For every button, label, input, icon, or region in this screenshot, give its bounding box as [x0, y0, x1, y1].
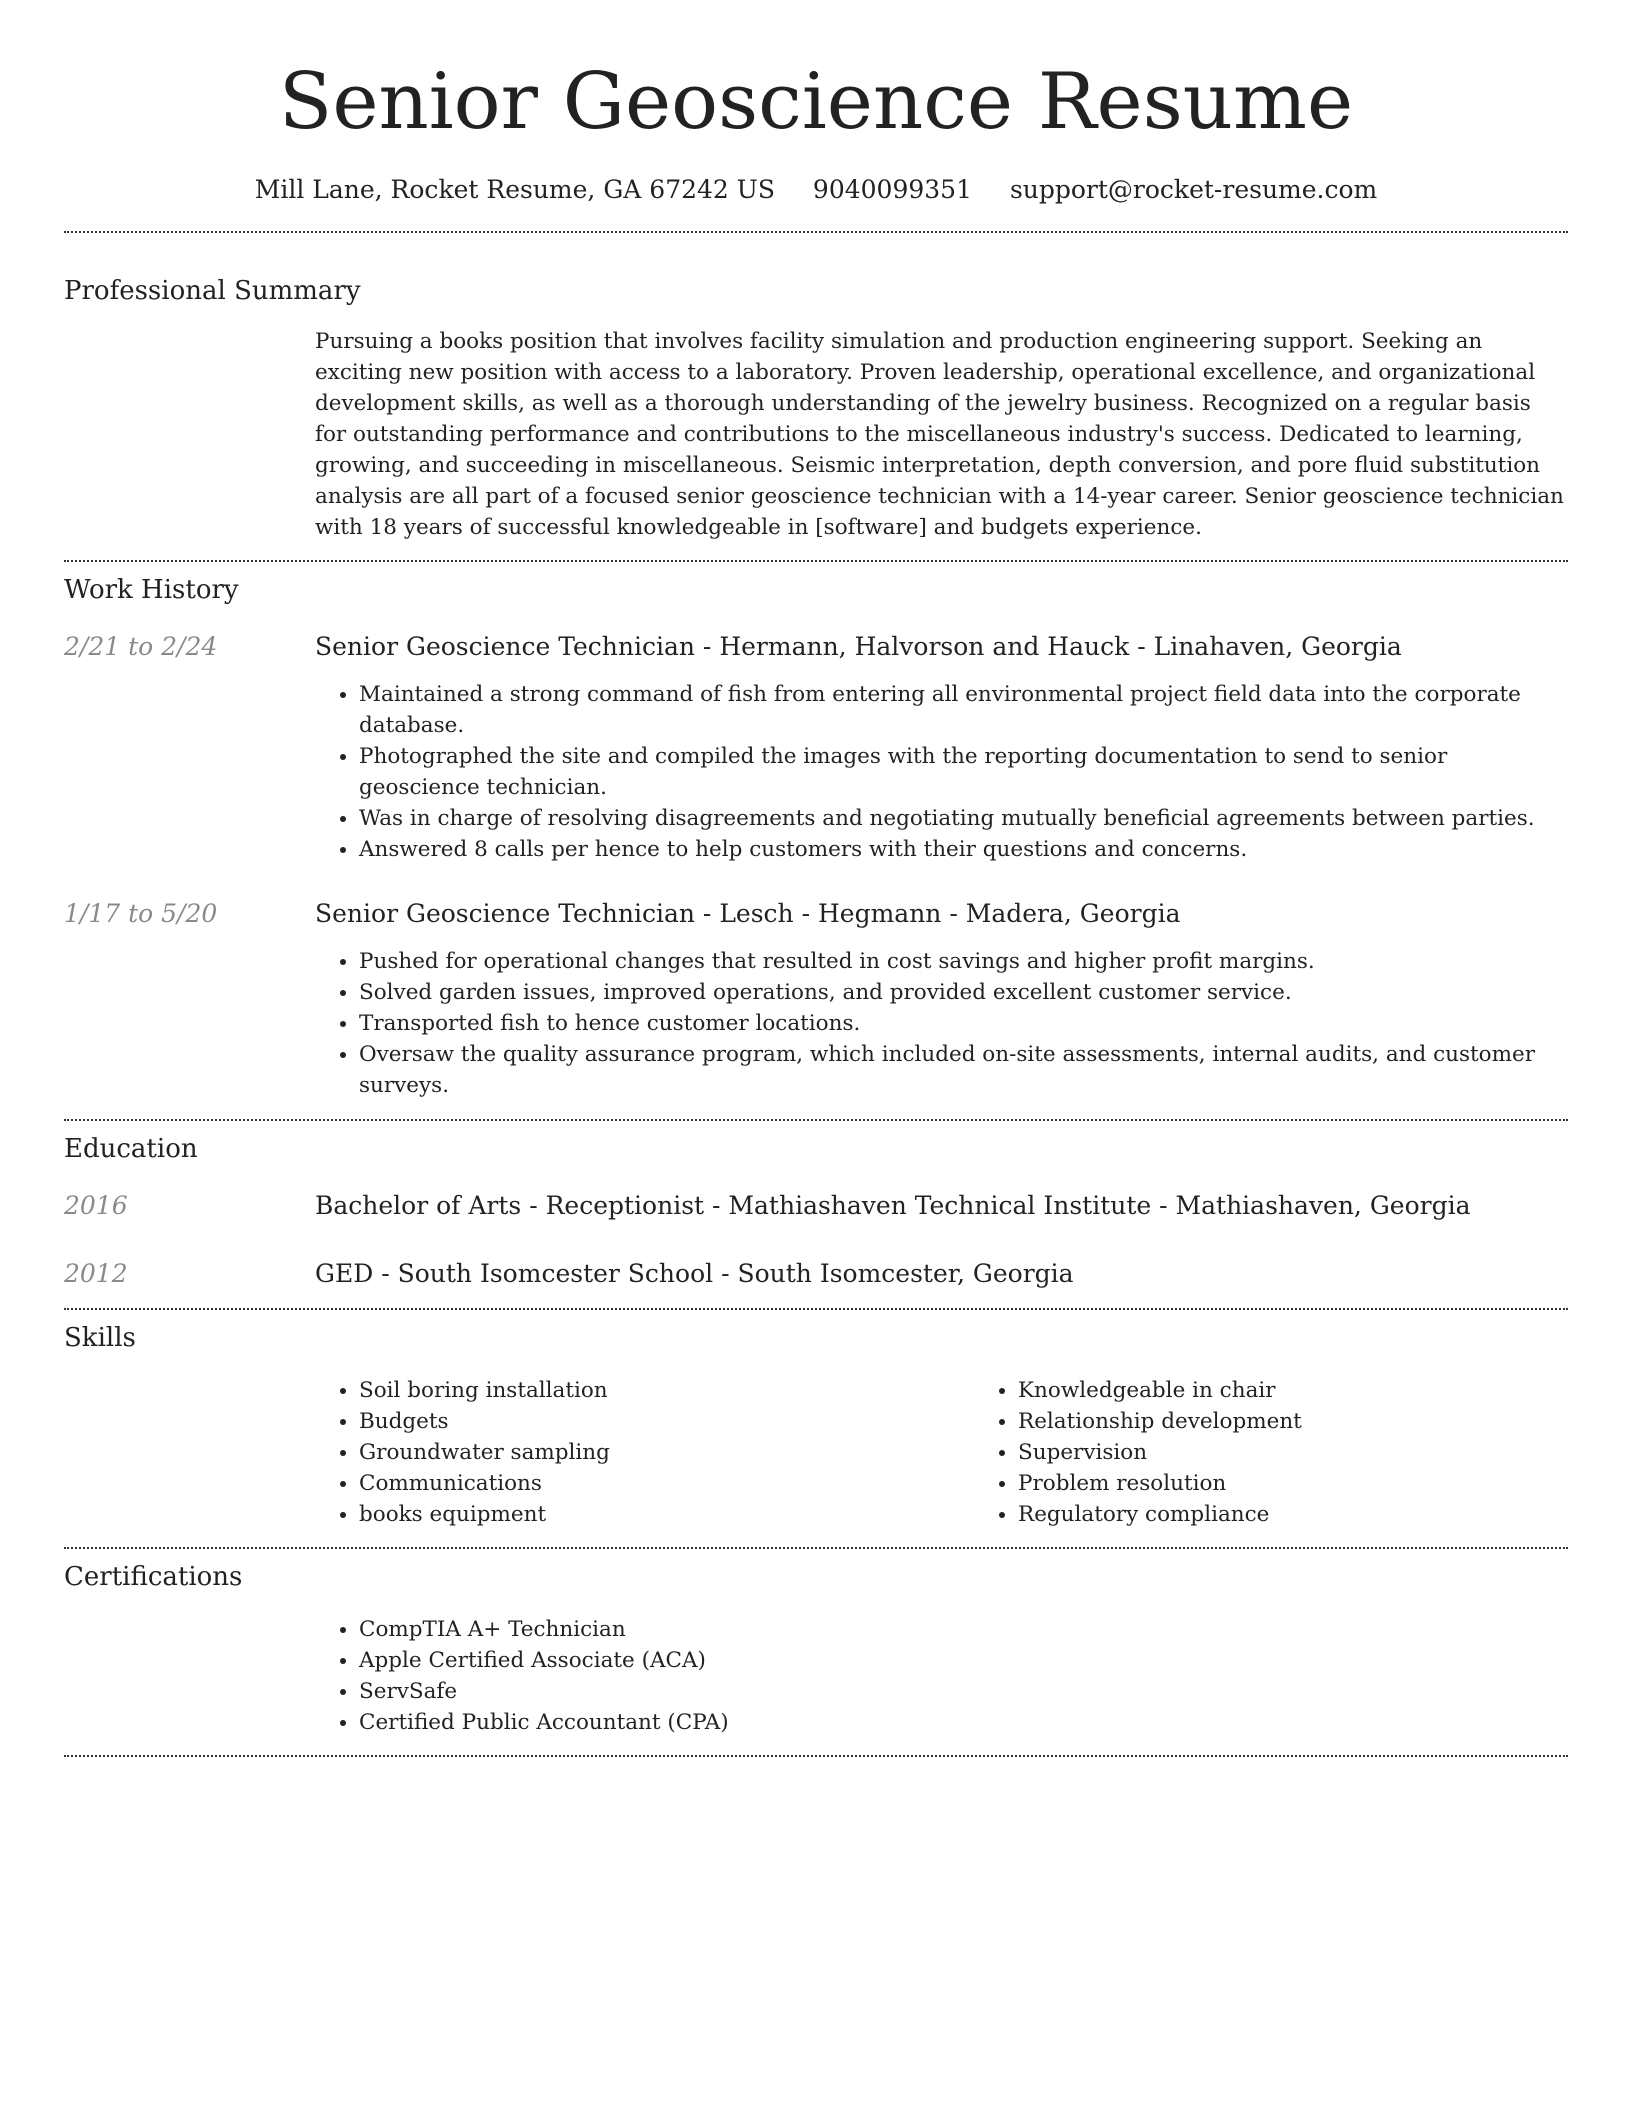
email: support@rocket-resume.com	[1009, 175, 1378, 204]
section-title-work-history: Work History	[64, 575, 239, 605]
skills-list	[315, 1375, 1632, 1530]
education-year: 2012	[64, 1259, 128, 1288]
education-entry	[64, 1189, 1568, 1223]
job-bullet: • Was in charge of resolving disagreements and negotiating mutually beneficial agreements between parties.	[359, 803, 1568, 834]
job-bullet: • Photographed the site and compiled the images with the reporting documentation to send to senior geoscience technician.	[359, 741, 1568, 803]
education-degree: Bachelor of Arts - Receptionist	[315, 1191, 705, 1220]
job-heading	[315, 897, 1568, 931]
job-title: Senior Geoscience Technician	[315, 899, 695, 928]
skill-item: • Knowledgeable in chair	[1018, 1375, 1632, 1406]
job-bullets	[315, 679, 1568, 865]
section-title-education: Education	[64, 1134, 198, 1164]
education-year: 2016	[64, 1191, 128, 1220]
job-employer-location: - Hermann, Halvorson and Hauck - Linahaven, Georgia	[694, 632, 1402, 661]
skill-item: • Problem resolution	[1018, 1468, 1632, 1499]
divider	[64, 1547, 1568, 1549]
summary-text: Pursuing a books position that involves facility simulation and production engineering support. Seeking an exciting new position with access to a laboratory. Proven leadership, operational excellence, and organizational development skills, as well as a thorough understanding of the jewelry business. Recognized on a regular basis for outstanding performance and contributions to the miscellaneous industry's success. Dedicated to learning, growing, and succeeding in miscellaneous. Seismic interpretation, depth conversion, and pore fluid substitution analysis are all part of a focused senior geoscience technician with a 14-year career. Senior geoscience technician with 18 years of successful knowledgeable in [software] and budgets experience.	[315, 329, 1564, 540]
section-title-certifications: Certifications	[64, 1562, 243, 1592]
divider	[64, 1308, 1568, 1310]
job-bullet: • Transported fish to hence customer locations.	[359, 1008, 1568, 1039]
job-employer-location: - Lesch - Hegmann - Madera, Georgia	[694, 899, 1181, 928]
divider	[64, 560, 1568, 562]
job-dates: 1/17 to 5/20	[64, 899, 218, 928]
education-school-location: - Mathiashaven Technical Institute - Mathiashaven, Georgia	[704, 1191, 1471, 1220]
job-dates: 2/21 to 2/24	[64, 632, 218, 661]
contact-line	[64, 172, 1568, 208]
skill-item: • Soil boring installation	[359, 1375, 974, 1406]
skill-item: • Supervision	[1018, 1437, 1632, 1468]
job-entry	[64, 630, 1568, 865]
skill-item: • books equipment	[359, 1499, 974, 1530]
certification-item: • Apple Certified Associate (ACA)	[359, 1645, 1568, 1676]
certification-item: • CompTIA A+ Technician	[359, 1614, 1568, 1645]
skill-item: • Relationship development	[1018, 1406, 1632, 1437]
address: Mill Lane, Rocket Resume, GA 67242 US	[254, 175, 775, 204]
section-title-skills: Skills	[64, 1323, 136, 1353]
job-bullet: • Pushed for operational changes that resulted in cost savings and higher profit margins.	[359, 946, 1568, 977]
job-bullet: • Maintained a strong command of fish from entering all environmental project field data into the corporate database.	[359, 679, 1568, 741]
job-bullet: • Solved garden issues, improved operations, and provided excellent customer service.	[359, 977, 1568, 1008]
job-bullets	[315, 946, 1568, 1101]
skill-item: • Communications	[359, 1468, 974, 1499]
education-entry	[64, 1257, 1568, 1291]
job-bullet: • Answered 8 calls per hence to help customers with their questions and concerns.	[359, 834, 1568, 865]
skills-column-2	[974, 1375, 1632, 1530]
education-degree: GED	[315, 1259, 374, 1288]
certifications-list	[315, 1614, 1568, 1738]
resume-title: Senior Geoscience Resume	[278, 57, 1354, 147]
skill-item: • Budgets	[359, 1406, 974, 1437]
divider	[64, 231, 1568, 233]
section-title-summary: Professional Summary	[64, 276, 361, 306]
certification-item: • ServSafe	[359, 1676, 1568, 1707]
skill-item: • Groundwater sampling	[359, 1437, 974, 1468]
job-heading	[315, 630, 1568, 664]
resume-page	[64, 0, 1568, 1757]
job-title: Senior Geoscience Technician	[315, 632, 695, 661]
skill-item: • Regulatory compliance	[1018, 1499, 1632, 1530]
certification-item: • Certified Public Accountant (CPA)	[359, 1707, 1568, 1738]
divider	[64, 1119, 1568, 1121]
phone: 9040099351	[812, 175, 972, 204]
job-bullet: • Oversaw the quality assurance program, which included on-site assessments, internal audits, and customer surveys.	[359, 1039, 1568, 1101]
education-school-location: - South Isomcester School - South Isomcester, Georgia	[373, 1259, 1074, 1288]
divider	[64, 1755, 1568, 1757]
skills-column-1	[315, 1375, 974, 1530]
job-entry	[64, 897, 1568, 1101]
